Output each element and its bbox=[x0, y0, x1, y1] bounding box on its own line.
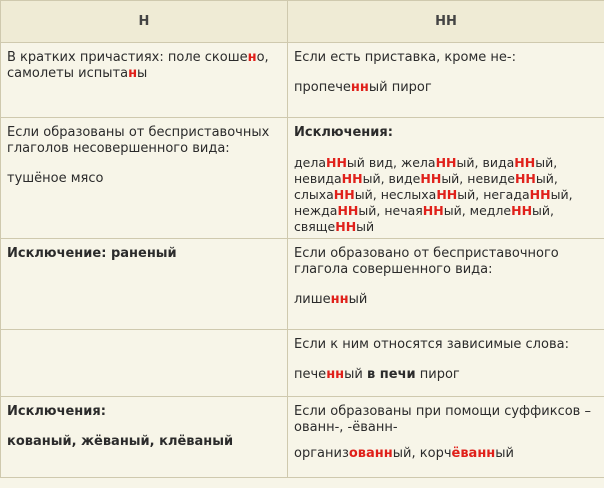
word-ending: ый, bbox=[456, 155, 483, 170]
text-part: ый, корч bbox=[392, 446, 452, 461]
cell-right bbox=[288, 397, 604, 478]
text-part: ый bbox=[344, 367, 368, 382]
exceptions-words: кованый, жёваный, клёваный bbox=[7, 434, 234, 449]
header-row bbox=[1, 1, 604, 43]
highlight-letters: НН bbox=[511, 203, 533, 218]
cell-left bbox=[1, 118, 288, 239]
word-ending: ый, bbox=[550, 187, 573, 202]
highlight-letters: нн bbox=[326, 367, 345, 382]
highlight-suffix: ованн bbox=[348, 446, 393, 461]
highlight-letters: НН bbox=[422, 203, 444, 218]
highlight-letters: НН bbox=[333, 187, 355, 202]
rule-text: Если образованы при помощи суффиксов –ованн-, -ёванн- bbox=[294, 404, 591, 435]
highlight-suffix: ёванн bbox=[451, 446, 496, 461]
table-row bbox=[1, 43, 604, 118]
text-part: ый пирог bbox=[368, 80, 432, 95]
highlight-letters: НН bbox=[514, 155, 536, 170]
cell-left bbox=[1, 397, 288, 478]
text-part: пирог bbox=[415, 367, 460, 382]
text-part: тушёное мясо bbox=[7, 171, 104, 186]
text-part: лише bbox=[294, 292, 331, 307]
word-ending: ый, bbox=[354, 187, 381, 202]
text-part: ы bbox=[137, 66, 148, 81]
word-ending: ый, bbox=[532, 203, 555, 218]
example-text bbox=[294, 367, 598, 383]
highlight-letters: НН bbox=[435, 155, 457, 170]
cell-left bbox=[1, 330, 288, 397]
highlight-letters: НН bbox=[420, 171, 442, 186]
word-stem: вида bbox=[482, 155, 515, 170]
word-ending: ый вид, bbox=[346, 155, 401, 170]
cell-left bbox=[1, 239, 288, 330]
word-ending: ый, bbox=[443, 203, 470, 218]
table-row bbox=[1, 239, 604, 330]
word-stem: жела bbox=[400, 155, 436, 170]
word-stem: невиде bbox=[467, 171, 515, 186]
text-part: ый bbox=[495, 446, 514, 461]
word-ending: ый, bbox=[358, 203, 385, 218]
exception-heading: Исключение: раненый bbox=[7, 246, 177, 261]
highlight-letters: нн bbox=[350, 80, 369, 95]
text-part: самолеты испыта bbox=[7, 66, 129, 81]
exceptions-list bbox=[294, 155, 598, 235]
highlight-letters: НН bbox=[529, 187, 551, 202]
text-part: о, bbox=[256, 50, 269, 65]
word-stem: нежда bbox=[294, 203, 338, 218]
rule-text: Если к ним относятся зависимые слова: bbox=[294, 337, 569, 352]
header-double-n: НН bbox=[288, 1, 604, 43]
word-stem: свяще bbox=[294, 219, 336, 234]
example-text bbox=[294, 292, 598, 308]
text-part: В кратких причастиях: поле скоше bbox=[7, 50, 248, 65]
highlight-letter: н bbox=[128, 66, 138, 81]
table-row bbox=[1, 397, 604, 478]
word-ending: ый, bbox=[535, 171, 558, 186]
word-ending: ый bbox=[356, 219, 375, 234]
exceptions-heading: Исключения: bbox=[7, 404, 106, 419]
word-stem: невида bbox=[294, 171, 342, 186]
highlight-letters: нн bbox=[330, 292, 349, 307]
word-ending: ый, bbox=[362, 171, 389, 186]
rule-text bbox=[7, 50, 281, 82]
header-single-n: Н bbox=[1, 1, 288, 43]
text-part: проп bbox=[294, 80, 328, 95]
rule-text: Если образовано от бесприставочного глагола совершенного вида: bbox=[294, 246, 559, 277]
word-stem: дела bbox=[294, 155, 326, 170]
example-text bbox=[294, 80, 598, 96]
highlight-letters: НН bbox=[341, 171, 363, 186]
word-stem: медле bbox=[469, 203, 512, 218]
dependent-words: в печи bbox=[367, 367, 416, 382]
text-part: ый bbox=[348, 292, 368, 307]
exceptions-heading: Исключения: bbox=[294, 125, 393, 140]
rule-text: Если образованы от бесприставочных глаголов несовершенного вида: bbox=[7, 125, 270, 156]
word-ending: ый, bbox=[441, 171, 468, 186]
text-part: организ bbox=[294, 446, 349, 461]
word-stem: нечая bbox=[384, 203, 423, 218]
cell-left bbox=[1, 43, 288, 118]
word-ending: ый, bbox=[457, 187, 484, 202]
highlight-letters: НН bbox=[325, 155, 347, 170]
highlight-letters: НН bbox=[335, 219, 357, 234]
table-row bbox=[1, 330, 604, 397]
highlight-letters: НН bbox=[436, 187, 458, 202]
word-stem: неслыха bbox=[380, 187, 437, 202]
word-ending: ый, bbox=[535, 155, 558, 170]
example-text bbox=[294, 446, 598, 462]
text-part: ече bbox=[327, 80, 351, 95]
word-stem: негада bbox=[483, 187, 530, 202]
highlight-letter: н bbox=[247, 50, 257, 65]
cell-right bbox=[288, 239, 604, 330]
cell-right bbox=[288, 118, 604, 239]
cell-right bbox=[288, 330, 604, 397]
example-text bbox=[7, 171, 281, 187]
text-part: пече bbox=[294, 367, 327, 382]
highlight-letters: НН bbox=[514, 171, 536, 186]
cell-right bbox=[288, 43, 604, 118]
table-row bbox=[1, 118, 604, 239]
word-stem: виде bbox=[388, 171, 421, 186]
rule-text: Если есть приставка, кроме не-: bbox=[294, 50, 516, 65]
word-stem: слыха bbox=[294, 187, 334, 202]
highlight-letters: НН bbox=[337, 203, 359, 218]
